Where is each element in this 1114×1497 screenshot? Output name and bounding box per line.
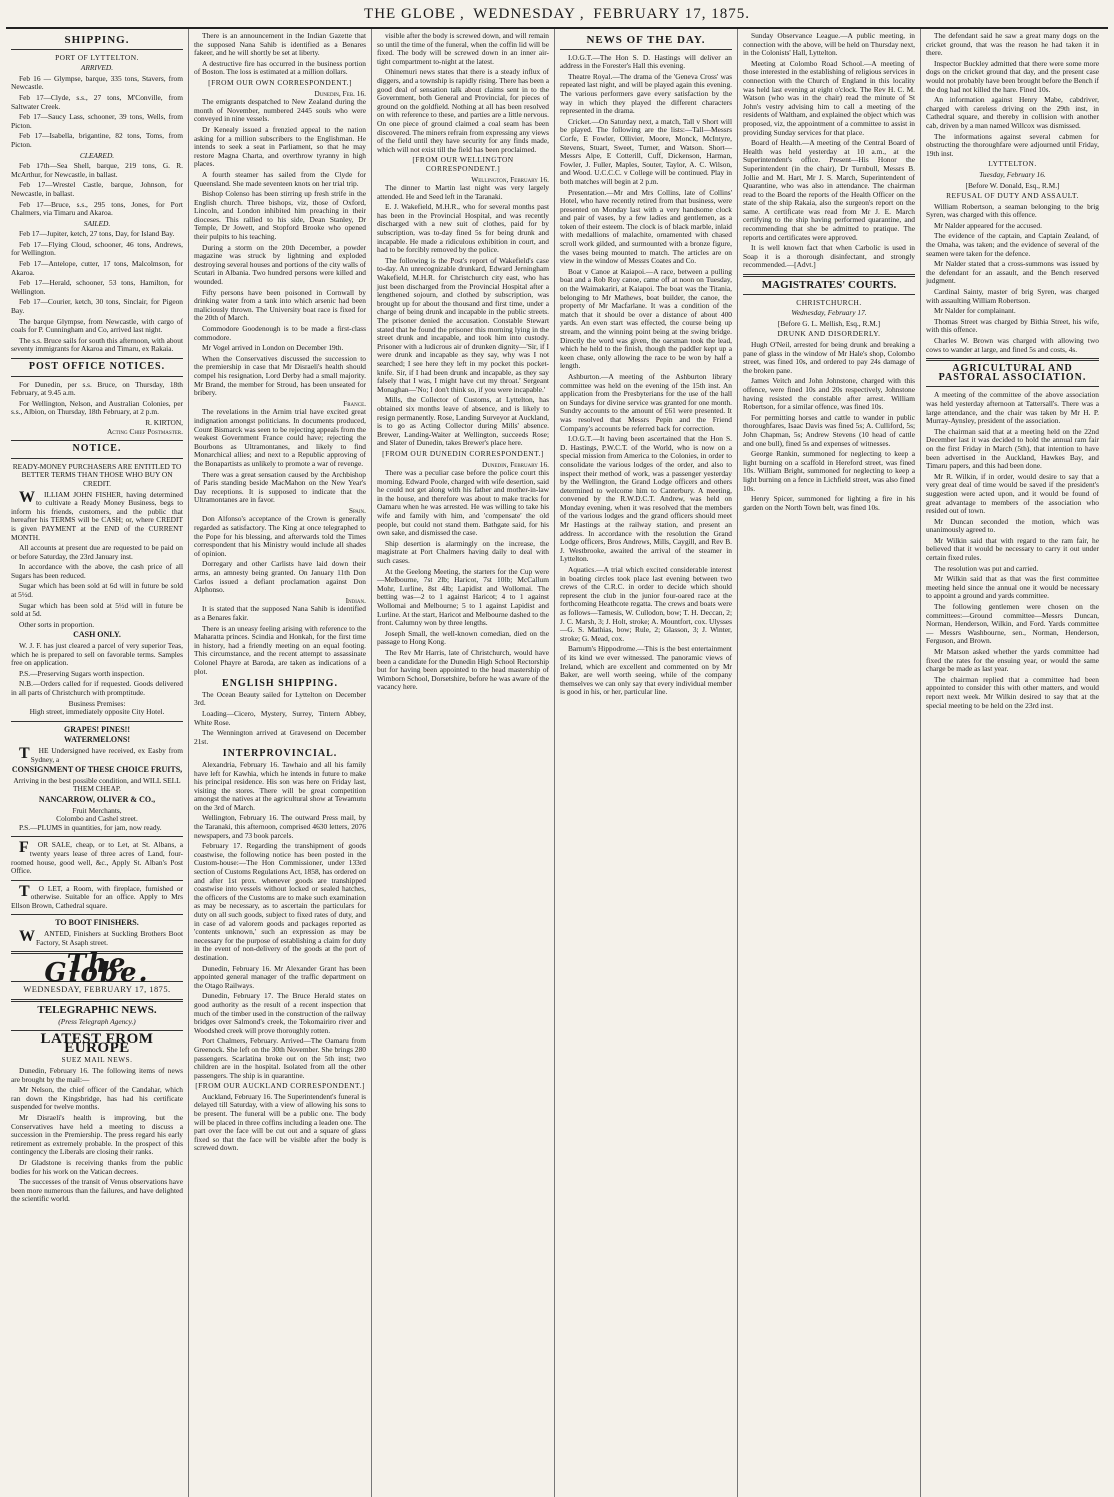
interprovincial: INTERPROVINCIAL. <box>222 748 338 760</box>
column-5 <box>738 29 921 1497</box>
arrived-4: Feb 17—Isabella, brigantine, 82 tons, Toms, from Picton. <box>11 131 183 149</box>
col2h-1: Alexandria, February 16. Tawhaio and all his family have left for Kawhia, which he intends in future to make his principal residence. His son was here on Friday last, visiting the stores. There will be great competition amongst the natives at the agricultural show at Tewamutu on the 3rd of March. <box>194 759 366 812</box>
grapes-firm2: Fruit Merchants, <box>72 805 122 815</box>
notice-nb: N.B.—Orders called for if requested. Goods delivered in all parts of Christchurch with promptitude. <box>11 679 183 697</box>
col1-news-4: Dr Gladstone is receiving thanks from the public bodies for his work on the Vatican decrees. <box>11 1157 183 1176</box>
europe-title: LATEST FROM EUROPE <box>40 1031 154 1056</box>
grapes-title: GRAPES! PINES!! <box>63 724 130 734</box>
lyt-7: Thomas Street was charged by Bithia Street, his wife, with this offence. <box>926 316 1099 335</box>
col4-5: Boat v Canoe at Kaiapoi.—A race, between a pulling boat and a Rob Roy canoe, came off at noon on Tuesday, on the Waimakariri, at Kaiapoi. The boat was the Titania, belonging to Mr Mathews, boat builder, the canoe, the property of Mr Macfarlane. It was a condition of the match that it should be over a distance of about 400 yards. An even start was effected, the course being up stream, and the winning point being at the swing bridge. Directly the word was given, the oarsman took the lead, which he held to the finish, though the paddler kept up a keen chase, only allowing the race to be won by half a length. <box>560 266 732 371</box>
magistrates-sub1: DRUNK AND DISORDERLY. <box>777 329 881 339</box>
notice-body-3: In accordance with the above, the cash price of all Sugars has been reduced. <box>11 562 183 580</box>
lyt-5: Cardinal Sainty, master of brig Syren, was charged with assaulting William Robertson. <box>926 287 1099 305</box>
grapes-body2: Arriving in the best possible condition, and WILL SELL THEM CHEAP. <box>13 775 181 794</box>
magistrates-title: MAGISTRATES' COURTS. <box>761 279 897 292</box>
lyttelton-title: LYTTELTON. <box>988 159 1037 169</box>
notice-body-4: Sugar which has been sold at 6d will in future be sold at 5½d. <box>11 581 183 600</box>
col5-2: Meeting at Colombo Road School.—A meeting of those interested in the establishing of religious services in connection with the Church of England in this locality was held last evening at eight o'clock. The Rev H. C. M. Watson (who was in the chair) read the minute of St John's vestry advising him to call a meeting of the residents of Waltham, and explained the object which was proposed, viz, the appointment of a committee to assist in providing Sunday services for that place. <box>743 58 915 137</box>
agri-9: Mr Matson asked whether the yards committee had fixed the rates for the ensuing year, or would the same charge be made as last year. <box>926 647 1099 674</box>
col3c-2: Ship desertion is alarmingly on the increase, the magistrate at Port Chalmers having daily to deal with such cases. <box>377 538 549 566</box>
col6-4: The informations against several cabmen for obstructing the thoroughfare were adjourned until Friday, 19th inst. <box>926 131 1099 158</box>
agri-4: Mr Duncan seconded the motion, which was unanimously agreed to. <box>926 516 1099 535</box>
col4-8: Aquatics.—A trial which excited considerable interest in boating circles took place last evening between two crews of the C.R.C. in order to decide which should represent the club in the junior four-oared race at the forthcoming Heathcote regatta. The crews and boats were as follows—Tamesis, W. Cullodon, bow; T. H. Deccan, 2; J. C. Marsh, 3; J. Holt, stroke; A. Mountfort, cox. Ulysses—G. S. Mathias, bow; Rule, 2; Glasson, 3; J. Winter, stroke; G. Mead, cox. <box>560 565 732 643</box>
col2g-3: The Wennington arrived at Gravesend on December 21st. <box>194 728 366 746</box>
col2h-3: February 17. Regarding the transhipment of goods coastwise, the following notice has been posted in the Custom-house:—The Hon Commissioner, under 133rd section of Customs Regulations Act, 1858, has ordered on and after 1st prox. whenever goods are transhipped coastwise into vessels without locked or sealed hatches, the officers of the Customs are to make such examination as may be necessary, as to ascertain the particulars for duty on all such goods, subject to fixed rates of duty, and in case of ad valorem goods and packages reported as 'contents unknown,' such an expression as may be necessary for the purpose of establishing a claim for duty in the event of non-delivery of the goods at the port of destination. <box>194 841 366 962</box>
arrived-label: ARRIVED. <box>80 63 114 73</box>
col2e-1: Don Alfonso's acceptance of the Crown is generally regarded as satisfactory. The King at once telegraphed to the Pope for his blessing, and afterwards told the Times correspondent that his Ministry would include all shades of opinion. <box>194 514 366 558</box>
col2h-6: Port Chalmers, February. Arrived—The Oamaru from Greenock. She left on the 30th November. She brings 280 passengers. Scarlatina broke out on the 5th inst; two children are in the hospital. Isolated from all the other passengers. The ship is in quarantine. <box>194 1036 366 1080</box>
col3b-1: The dinner to Martin last night was very largely attended. He and Seed left in the Taranaki. <box>377 183 549 201</box>
col2f-2: There is an uneasy feeling arising with reference to the Maharatta princes. Scindia and Honkah, for the first time in history, had a friendly meeting on an equal footing. This circumstance, and the recent attempt to assassinate Colonel Phayre at Baroda, are taken as indications of a plot. <box>194 623 366 676</box>
notice-title: NOTICE. <box>72 443 122 455</box>
agri-2: The chairman said that at a meeting held on the 22nd December last it was decided to hold the annual ram fair on the first Friday in March (5th), that intention to have been advertised in the Auckland, Hawkes Bay, and Timaru papers, and this had been done. <box>926 426 1099 471</box>
grapes-ps: P.S.—PLUMS in quantities, for jam, now ready. <box>19 822 162 832</box>
notice-body-5: Sugar which has been sold at 5½d will in future be sold at 5d. <box>11 600 183 619</box>
wellington-date: Wellington, February 16. <box>471 174 549 184</box>
post-office-1: For Dunedin, per s.s. Bruce, on Thursday, 18th February, at 9.45 a.m. <box>11 379 183 398</box>
suez-title: SUEZ MAIL NEWS. <box>61 1055 133 1065</box>
col6-3: An information against Henry Mabe, cabdriver, charged with careless driving on the 29th inst, in Cathedral square, and thereby in collision with another cab, driven by a man named Willcox was dismissed. <box>926 95 1099 130</box>
mag-3: For permitting horses and cattle to wander in public thoroughfares, Isaac Davis was fined 5s; A. Culliford, 5s; John Chapman, 5s; Andrew Stevens (10 head of cattle and one bull), fined 5s and expenses of witnesses. <box>743 412 915 448</box>
arrived-1: Feb 16 — Glympse, barque, 335 tons, Stavers, from Newcastle. <box>11 73 183 92</box>
arrived-3: Feb 17—Saucy Lass, schooner, 39 tons, Wells, from Picton. <box>11 112 183 130</box>
dunedin-date: Dunedin, February 16. <box>481 459 549 469</box>
masthead: THE GLOBE , WEDNESDAY , FEBRUARY 17, 1875. <box>6 0 1108 29</box>
col3-1: visible after the body is screwed down, and will remain so until the time of the funeral, when the coffin lid will be fixed. The body will be screwed down in an inner air-tight compartment to-night at the latest. <box>377 31 549 66</box>
sailed-2: Feb 17—Flying Cloud, schooner, 46 tons, Andrews, for Wellington. <box>11 239 183 258</box>
col4-3: Cricket.—On Saturday next, a match, Tall v Short will be played. The following are the lists:—Tall—Messrs Corfe, E Fowler, Ollivier, Moore, Monck, McIntyre, Stevens, Stuart, Sweet, Turner, and Watson. Short—Messrs Alpe, E Cotterill, Cuff, Dickenson, Harman, Fowler, J. Fuller, Maples, Souter, Taylor, A. C. Wilson, and Wood. U.C.C.C. v College will be continued. Play in both matches will begin at 2 p.m. <box>560 116 732 186</box>
col4-2: Theatre Royal.—The drama of the 'Geneva Cross' was repeated last night, and will be played again this evening. The various performers gave every satisfaction by the way in which they played the different characters represented in the drama. <box>560 71 732 116</box>
col2c-2: Dr Kenealy issued a frenzied appeal to the nation asking for a million subscribers to the Englishman. He intends to seek a seat in Parliament, so that he may restore Magna Charta, and overthrow tyranny in high places. <box>194 124 366 169</box>
col2c-3: A fourth steamer has sailed from the Clyde for Queensland. She made seventeen knots on her trial trip. <box>194 169 366 188</box>
col1-news-1: Dunedin, February 16. The following items of news are brought by the mail:— <box>11 1066 183 1084</box>
col4-4: Presentation.—Mr and Mrs Collins, late of Collins' Hotel, who have recently retired from that business, were presented on Monday last with a very handsome clock and pair of vases, by a few ladies and gentlemen, as a token of their esteem. The clock is of black marble, inlaid with medallions of malachite, ornamented with chased scroll work gilded, and surmounted with a bronze figure, the vases being mounted to match. The articles are on view in the window of Messrs Coates and Co. <box>560 187 732 266</box>
auckland-para: Auckland, February 16. The Superintendent's funeral is delayed till Saturday, with a view of allowing his sons to be present. The funeral will be a public one. The body will be placed in three coffins including a leaden one. The part over the face will be cut out and a square of glass fixed so that the face will be visible after the body is screwed down. <box>194 1091 366 1153</box>
premises-label: Business Premises: <box>68 698 126 708</box>
column-3 <box>372 29 555 1497</box>
dunedin-feb16: Dunedin, Feb. 16. <box>314 88 366 98</box>
telegraphic-title: TELEGRAPHIC NEWS. <box>37 1004 157 1017</box>
globe-date: WEDNESDAY, FEBRUARY 17, 1875. <box>23 985 171 995</box>
agri-8: The following gentlemen were chosen on the committees:—Ground committee—Messrs Duncan, Norman, Henderson, Wilkin, and Ford. Yards committee — Messrs Washbourne, sen., Norman, Henderson, Ferguson, and Brown. <box>926 602 1099 646</box>
col2g-2: Loading—Cicero, Mystery, Surrey, Tintern Abbey, White Rose. <box>194 708 366 727</box>
agri-7: Mr Wilkin said that as that was the first committee meeting held since the annual one it would be necessary to appoint a ground and yards committee. <box>926 574 1099 601</box>
masthead-day: WEDNESDAY <box>473 6 576 22</box>
mag-5: Henry Spicer, summoned for lighting a fire in his garden on the North Town belt, was fined 10s. <box>743 494 915 512</box>
post-office-sig2: Acting Chief Postmaster. <box>106 426 183 436</box>
magistrates-place: CHRISTCHURCH. <box>796 297 862 307</box>
col2e-2: Dorregary and other Carlists have laid down their arms, an amnesty being granted. On January 11th Don Carlos issued a defiant proclamation against Don Alphonso. <box>194 559 366 595</box>
col1-news-2: Mr Nelson, the chief officer of the Candahar, which ran down the Kingsbridge, has had his certificate suspended for twelve months. <box>11 1085 183 1112</box>
lyt-3: The evidence of the captain, and Captain Zealand, of the Omaha, was taken; and the evidence of several of the seamen were taken for the defence. <box>926 231 1099 258</box>
news-title: NEWS OF THE DAY. <box>586 34 706 46</box>
column-6 <box>921 29 1104 1497</box>
sailed-5: Feb 17—Courier, ketch, 30 tons, Sinclair, for Pigeon Bay. <box>11 297 183 316</box>
col4-1: I.O.G.T.—The Hon S. D. Hastings will deliver an address in the Forester's Hall this evening. <box>560 52 732 71</box>
dunedin-corr: [FROM OUR DUNEDIN CORRESPONDENT.] <box>382 448 544 458</box>
col2c-9: When the Conservatives discussed the succession to the premiership in case that Mr Disraeli's health should compel his resignation, Lord Derby had a small majority. Mr Brand, the member for Stroud, has been unseated for bribery. <box>194 353 366 398</box>
cleared-label: CLEARED. <box>79 150 115 160</box>
col2c-5: During a storm on the 20th December, a powder magazine was struck by lightning and exploded destroying several houses and portions of the city walls of Scutari in Albania. Two hundred persons were killed and wounded. <box>194 242 366 287</box>
col2g-1: The Ocean Beauty sailed for Lyttelton on December 3rd. <box>194 689 366 708</box>
col6-2: Inspector Buckley admitted that there were some more dogs on the cricket ground that day, and the present case would not probably have been brought before the Bench if the dog had not killed the hare. Fined 10s. <box>926 58 1100 94</box>
agri-10: The chairman replied that a committee had been appointed to consider this with other matters, and would report next week. Mr Wilkin desired to say that at the special meeting to be held on the 23rd inst. <box>926 674 1099 710</box>
to-let-ad: TO LET, a Room, with fireplace, furnished or otherwise. Suitable for an office. Apply to Mrs Ellson Brown, Cathedral square. <box>11 882 183 910</box>
grapes-firm3: Colombo and Cashel street. <box>56 814 138 824</box>
col2c-1: The emigrants despatched to New Zealand during the month of November, numbered 2445 souls who were conveyed in nine vessels. <box>194 97 366 124</box>
column-2 <box>189 29 372 1497</box>
col4-9: Barnum's Hippodrome.—This is the best entertainment of its kind we ever witnessed. The panoramic views of Ireland, which are excellent and commented on by Mr Baker, are well worth seeing, while of the company themselves we can only say that every individual member is good in his, or her, particular line. <box>560 644 732 697</box>
col3b-2: E. J. Wakefield, M.H.R., who for several months past has been in the Provincial Hospital, and was recently discharged with a new suit of clothes, paid for by subscription, was to-day fined 5s for being drunk and incapable. He made a ridiculous exhibition in court, and had to be forcibly removed by the police. <box>377 202 549 255</box>
magistrates-date: Wednesday, February 17. <box>791 308 867 318</box>
sailed-1: Feb 17—Jupiter, ketch, 27 tons, Day, for Island Bay. <box>19 229 175 239</box>
post-office-title: POST OFFICE NOTICES. <box>28 361 166 372</box>
france-head: France. <box>343 398 366 408</box>
notice-body-2: All accounts at present due are requested to be paid on or before Saturday, the 23rd January inst. <box>11 543 183 561</box>
the-globe-title: The Globe. <box>44 949 150 988</box>
col5-4: It is well known fact that when Carbolic is used in Soap it is a thorough disinfectant, and strongly recommended.—[Advt.] <box>743 243 915 270</box>
col2h-4: Dunedin, February 16. Mr Alexander Grant has been appointed general manager of the traffic department on the Otago Railways. <box>194 963 366 990</box>
lyt-2: Mr Nalder appeared for the accused. <box>934 220 1042 230</box>
col3c-1: There was a peculiar case before the police court this morning. Edward Poole, charged with wife desertion, said he could not get along with his father and mother-in-law in the house, and therefore was about to make tracks for Oamaru when he was arrested. He was willing to take his wife and family with him, and 'compensate' the old people, but could not stand them. Bathgate said, for his own sake, and dismissed the case. <box>377 468 549 538</box>
columns <box>6 29 1108 1497</box>
cleared-1: Feb 17th—Sea Shell, barque, 219 tons, G. R. McArthur, for Newcastle, in ballast. <box>11 161 183 179</box>
for-sale-ad: FOR SALE, cheap, or to Let, at St. Albans, a twenty years lease of three acres of Land, four-roomed house, good well, &c., Apply St. Alban's Post Office. <box>11 839 183 876</box>
agri-5: Mr Wilkin said that with regard to the ram fair, he believed that it would be necessary to carry it out under certain fixed rules. <box>926 535 1099 563</box>
post-office-2: For Wellington, Nelson, and Australian Colonies, per s.s., Albion, on Thursday, 18th February, at 2 p.m. <box>11 398 183 417</box>
col2-p2: A destructive fire has occurred in the business portion of Boston. The loss is estimated at a million dollars. <box>194 58 366 77</box>
premises: High street, immediately opposite City Hotel. <box>29 707 165 717</box>
sailed-3: Feb 17—Antelope, cutter, 17 tons, Malcolmson, for Akaroa. <box>11 259 183 277</box>
col1-news-5: The successes of the transit of Venus observations have been more numerous than the failures, and have delighted the scientific world. <box>11 1177 183 1204</box>
grapes-body: THE Undersigned have received, ex Easby from Sydney, a <box>19 744 183 764</box>
col4-7: I.O.G.T.—It having been ascertained that the Hon S. D. Hastings, P.W.C.T. of the World, who is now on a special mission from America to the Colonies, in order to consolidate the various lodges of the order, and also to inspect their method of work, was a passenger yesterday by the Wellington, the Grand Lodge officers and others determined to welcome him to Canterbury. A meeting, convened by the R.W.D.C.T. Andrew, was held on Monday evening, when it was resolved that the members of the various lodges and the grand officers should meet Mr Hastings at the railway station, and present an address. In accordance with the resolution the Grand Lodge officers, Bros Andrews, Mills, Caygill, and Rev B. J. Westbrooke, awaited the arrival of the steamer in Lyttelton. <box>560 434 732 564</box>
agri-3: Mr R. Wilkin, if in order, would desire to say that a very great deal of time would be saved if the president's suggestion were acted upon, and it would be found of great advantage to members of the association who resided out of town. <box>926 471 1099 516</box>
lyt-1: William Robertson, a seaman belonging to the brig Syren, was charged with this offence. <box>926 201 1099 220</box>
cleared-3: Feb 17—Bruce, s.s., 295 tons, Jones, for Port Chalmers, via Timaru and Akaroa. <box>11 199 183 218</box>
auckland-corr: [FROM OUR AUCKLAND CORRESPONDENT.] <box>195 1081 365 1091</box>
post-office-sig1: R. KIRTON, <box>145 417 183 427</box>
arrived-2: Feb 17—Clyde, s.s., 27 tons, M'Conville, from Saltwater Creek. <box>11 92 183 111</box>
paper-name: THE GLOBE <box>364 6 456 22</box>
port-title: PORT OF LYTTELTON. <box>55 52 139 62</box>
col3c-3: At the Geelong Meeting, the starters for the Cup were—Melbourne, 7st 2lb; Haricot, 7st 10lb; McCallum Mohr, Lurline, 8st 4lb; Lapidist and Wollomai. The betting was—2 to 1 against Haricot; 4 to 1 against Wollomai and Melbourne; 5 to 1 against Lapidist and Lurline. At the start, Haricot and Melbourne dashed to the front. Calumny won by three lengths. <box>377 566 549 628</box>
col5-3: Board of Health.—A meeting of the Central Board of Health was held yesterday at 10 a.m., at the Superintendent's office. Present—His Honor the Superintendent (in the chair), Dr Turnbull, Messrs B. Jollie and M. Hart, Mr J. S. March, Superintendent of Quarantine, who was also in attendance. The chairman read to the Board the reports of the Health Officer on the state of the ship Rakaia, also the surgeon's report on the same. A certificate was read from Mr J. E. March certifying to the ship having performed quarantine, and recommending that she be admitted to pratique. The reports and certificates were approved. <box>743 138 915 242</box>
col2f-1: It is stated that the supposed Nana Sahib is identified as a Benares fakir. <box>194 604 366 622</box>
grapes-consignment: CONSIGNMENT OF THESE CHOICE FRUITS, <box>11 765 183 775</box>
english-shipping: ENGLISH SHIPPING. <box>222 678 338 690</box>
grapes-sub: WATERMELONS! <box>63 735 131 745</box>
spain-head: Spain. <box>348 505 366 515</box>
agri-1: A meeting of the committee of the above association was held yesterday afternoon at Tattersall's. There was a large attendance, and the chair was taken by Mr H. P. Murray-Aynsley, president of the association. <box>926 390 1099 426</box>
col2h-5: Dunedin, February 17. The Bruce Herald states on good authority as the result of a recent inspection that much of the timber used in the construction of the railway bridges over Salmond's creek, the Tokomairiro river and Woodshed creek will prove thoroughly rotten. <box>194 991 366 1035</box>
col1-news-3: Mr Disraeli's health is improving, but the Conservatives have held a meeting to discuss a succession in the Premiership. The press regard his early retirement as extremely probable. In the prospect of this contingency the Liberals are closing their ranks. <box>11 1112 183 1157</box>
indian-head: Indian. <box>345 595 366 605</box>
mag-1: Hugh O'Neil, arrested for being drunk and breaking a pane of glass in the window of Mr Hale's shop, Colombo street, was fined 10s, and ordered to pay 24s damage of the broken pane. <box>743 340 915 375</box>
col2c-6: Fifty persons have been poisoned in Cornwall by drinking water from a tank into which arsenic had been maliciously thrown. The University boat race is fixed for the 20th of March. <box>194 287 366 323</box>
mag-2: James Veitch and John Johnstone, charged with this offence, were fined 10s and 20s respectively, Johnstone having resisted the constable after arrest. William Robertson, for a similar offence, was fined 10s. <box>743 376 915 412</box>
col2c-7: Commodore Goodenough is to be made a first-class commodore. <box>194 324 366 342</box>
col2h-2: Wellington, February 16. The outward Press mail, by the Taranaki, this afternoon, comprised 4630 letters, 2076 newspapers, and 73 book parcels. <box>194 813 366 840</box>
lyttelton-sub1: REFUSAL OF DUTY AND ASSAULT. <box>946 191 1079 201</box>
col3c-4: Joseph Small, the well-known comedian, died on the passage to Hong Kong. <box>377 628 549 647</box>
mag-4: George Rankin, summoned for neglecting to keep a light burning on a scaffold in Hereford street, was fined 10s. William Bright, summoned for neglecting to keep a light burning on a fence in Lichfield street, was also fined 10s. <box>743 449 915 493</box>
agri-title: AGRICULTURAL AND PASTORAL ASSOCIATION. <box>938 363 1087 383</box>
own-corr: [FROM OUR OWN CORRESPONDENT.] <box>208 77 352 87</box>
cash-only-body: W. J. F. has just cleared a parcel of very superior Teas, which he is prepared to sell on favorable terms. Samples free on application. <box>11 641 183 668</box>
boot-title: TO BOOT FINISHERS. <box>55 918 139 928</box>
col3b-4: Mills, the Collector of Customs, at Lyttelton, has obtained six months leave of absence, and is likely to resign permanently. Rose, Landing Surveyor at Auckland, is to go as Acting Collector during Mills' absence. Brewer, Landing-Waiter at Wellington, succeeds Rose; and Slater of Dunedin, takes Brewer's place here. <box>377 395 549 448</box>
col2c-8: Mr Vogel arrived in London on December 19th. <box>202 343 344 353</box>
column-4 <box>555 29 738 1497</box>
magistrates-before: [Before G. L. Mellish, Esq., R.M.] <box>777 318 881 328</box>
notice-headline: READY-MONEY PURCHASERS ARE ENTITLED TO BETTER TERMS THAN THOSE WHO BUY ON CREDIT. <box>12 461 182 488</box>
col3c-5: The Rev Mr Harris, late of Christchurch, would have been a candidate for the Dunedin High School Rectorship but for having been appointed to the head mastership of Wimborn School, Dorsetshire, before he was aware of the vacancy here. <box>377 647 549 692</box>
shipping-note-2: The s.s. Bruce sails for south this afternoon, with about seventy immigrants for Akaroa and Timaru, ex Rakaia. <box>11 335 183 354</box>
masthead-date: FEBRUARY 17, 1875. <box>593 6 750 22</box>
col2c-4: Bishop Colenso has been stirring up fresh strife in the English church. Three bishops, viz, those of Oxford, Lincoln, and London inhibited him preaching in their dioceses. This rallied to his side, Dean Stanley, Dr Temple, Dr Jowett, and Stopford Brooke who opened their pulpits to his teaching. <box>194 189 366 242</box>
sailed-label: SAILED. <box>83 218 111 228</box>
lyttelton-before: [Before W. Donald, Esq., R.M.] <box>965 180 1060 190</box>
column-1 <box>6 29 189 1497</box>
notice-body-1: WILLIAM JOHN FISHER, having determined to cultivate a Ready Money Business, begs to inform his friends, customers, and the public that hereafter his TERMS will be CASH; or, where CREDIT is given PAYMENT at the END of the CURRENT MONTH. <box>11 488 183 542</box>
shipping-note-1: The barque Glympse, from Newcastle, with cargo of coals for P. Cunningham and Co, arrived last night. <box>11 316 183 335</box>
notice-ps: P.S.—Preserving Sugars worth inspection. <box>19 668 145 678</box>
lyt-6: Mr Nalder for complainant. <box>934 306 1016 316</box>
col4-6: Ashburton.—A meeting of the Ashburton library committee was held on the evening of the 15th inst. An application from the Presbyterians for the use of the hall on Sundays for divine service was granted for one month. Sundry accounts to the amount of £61 were presented. It was resolved that Messrs Pepin and the Friend Company's accounts be referred back for correction. <box>560 371 732 433</box>
col2-p1: There is an announcement in the Indian Gazette that the supposed Nana Sahib is identified as a Benares fakeer, and he will shortly be set at liberty. <box>194 31 366 58</box>
lyttelton-date: Tuesday, February 16. <box>979 169 1046 179</box>
boot-body: WANTED, Finishers at Suckling Brothers Boot Factory, St Asaph street. <box>19 928 183 947</box>
col2d-1: The revelations in the Arnim trial have excited great indignation amongst politicians. In documents produced, Count Bismarck was seen to be rejecting appeals from the weakest Government France could have; rejecting the Bourbons as Ultramontanes, and likely to find Monarchical allies; and next to a Republic approving of the Bonapartists as unlikely to promote a war of revenge. <box>194 407 366 468</box>
col3b-3: The following is the Post's report of Wakefield's case to-day. An unrecognizable drunkard, Edward Jerningham Wakefield, M.H.R. for Christchurch city east, who has just been discharged from the Provincial Hospital after a lengthened sojourn, and clothed by subscription, was brought up for about the thousand and first time, under a charge of being drunk and incapable in the public streets. The prisoner denied the accusation. Constable Stewart stated that he found the prisoner this morning lying in the street drunk and incapable, and took him into custody. Prisoner with a ludicrous air of drunken dignity—'Sir, if I were drunk and incapable as they say, why was I not searched; I see here they left in my pocket this pocket-knife. Sir, if I had been drunk and incapable, as they say falsely that I was, I might have cut my throat.' Sergeant Monaghan—'No; I don't think so, if you were incapable.' <box>377 255 549 394</box>
col2d-2: There was a great sensation caused by the Archbishop of Paris standing beside MacMahon on the New Year's Day receptions. It is supposed to indicate that the Ultramontanes are in favor. <box>194 469 366 505</box>
grapes-firm: NANCARROW, OLIVER & CO., <box>38 794 156 804</box>
lyt-4: Mr Nalder stated that a cross-summons was issued by the defendant for an assault, and the Bench reserved judgment. <box>926 259 1099 286</box>
wellington-corr: [FROM OUR WELLINGTON CORRESPONDENT.] <box>412 155 514 173</box>
shipping-title: SHIPPING. <box>64 34 130 46</box>
cash-only-title: CASH ONLY. <box>73 630 121 640</box>
sailed-4: Feb 17—Herald, schooner, 53 tons, Hamilton, for Wellington. <box>11 278 183 296</box>
notice-body-6: Other sorts in proportion. <box>19 619 95 629</box>
agri-6: The resolution was put and carried. <box>934 563 1039 573</box>
col6-1: The defendant said he saw a great many dogs on the cricket ground, that was the reason he had taken it in there. <box>926 31 1099 58</box>
col5-1: Sunday Observance League.—A public meeting, in connection with the above, will be held on Thursday next, in the Colonists' Hall, Lyttelton. <box>743 31 915 58</box>
agency: (Press Telegraph Agency.) <box>58 1016 136 1026</box>
col3-2: Ohinemuri news states that there is a steady influx of diggers, and a township is rapidly rising. There has been a good deal of sensation talk about claims sent in to the Government, both General and Provincial, for pieces of ground on the goldfield. Nothing at all has been resolved on with reference to these, and parties are a little nervous. On one piece of ground claimed a coal seam has been discovered. The miners refrain from expressing any views of the field until they have security for any finds made, which will not exist till the field has been proclaimed. <box>377 67 549 154</box>
cleared-2: Feb 17—Wrestel Castle, barque, Johnson, for Newcastle, in ballast. <box>11 180 183 198</box>
lyt-8: Charles W. Brown was charged with allowing two cows to wander at large, and fined 5s and costs, 4s. <box>926 336 1099 354</box>
